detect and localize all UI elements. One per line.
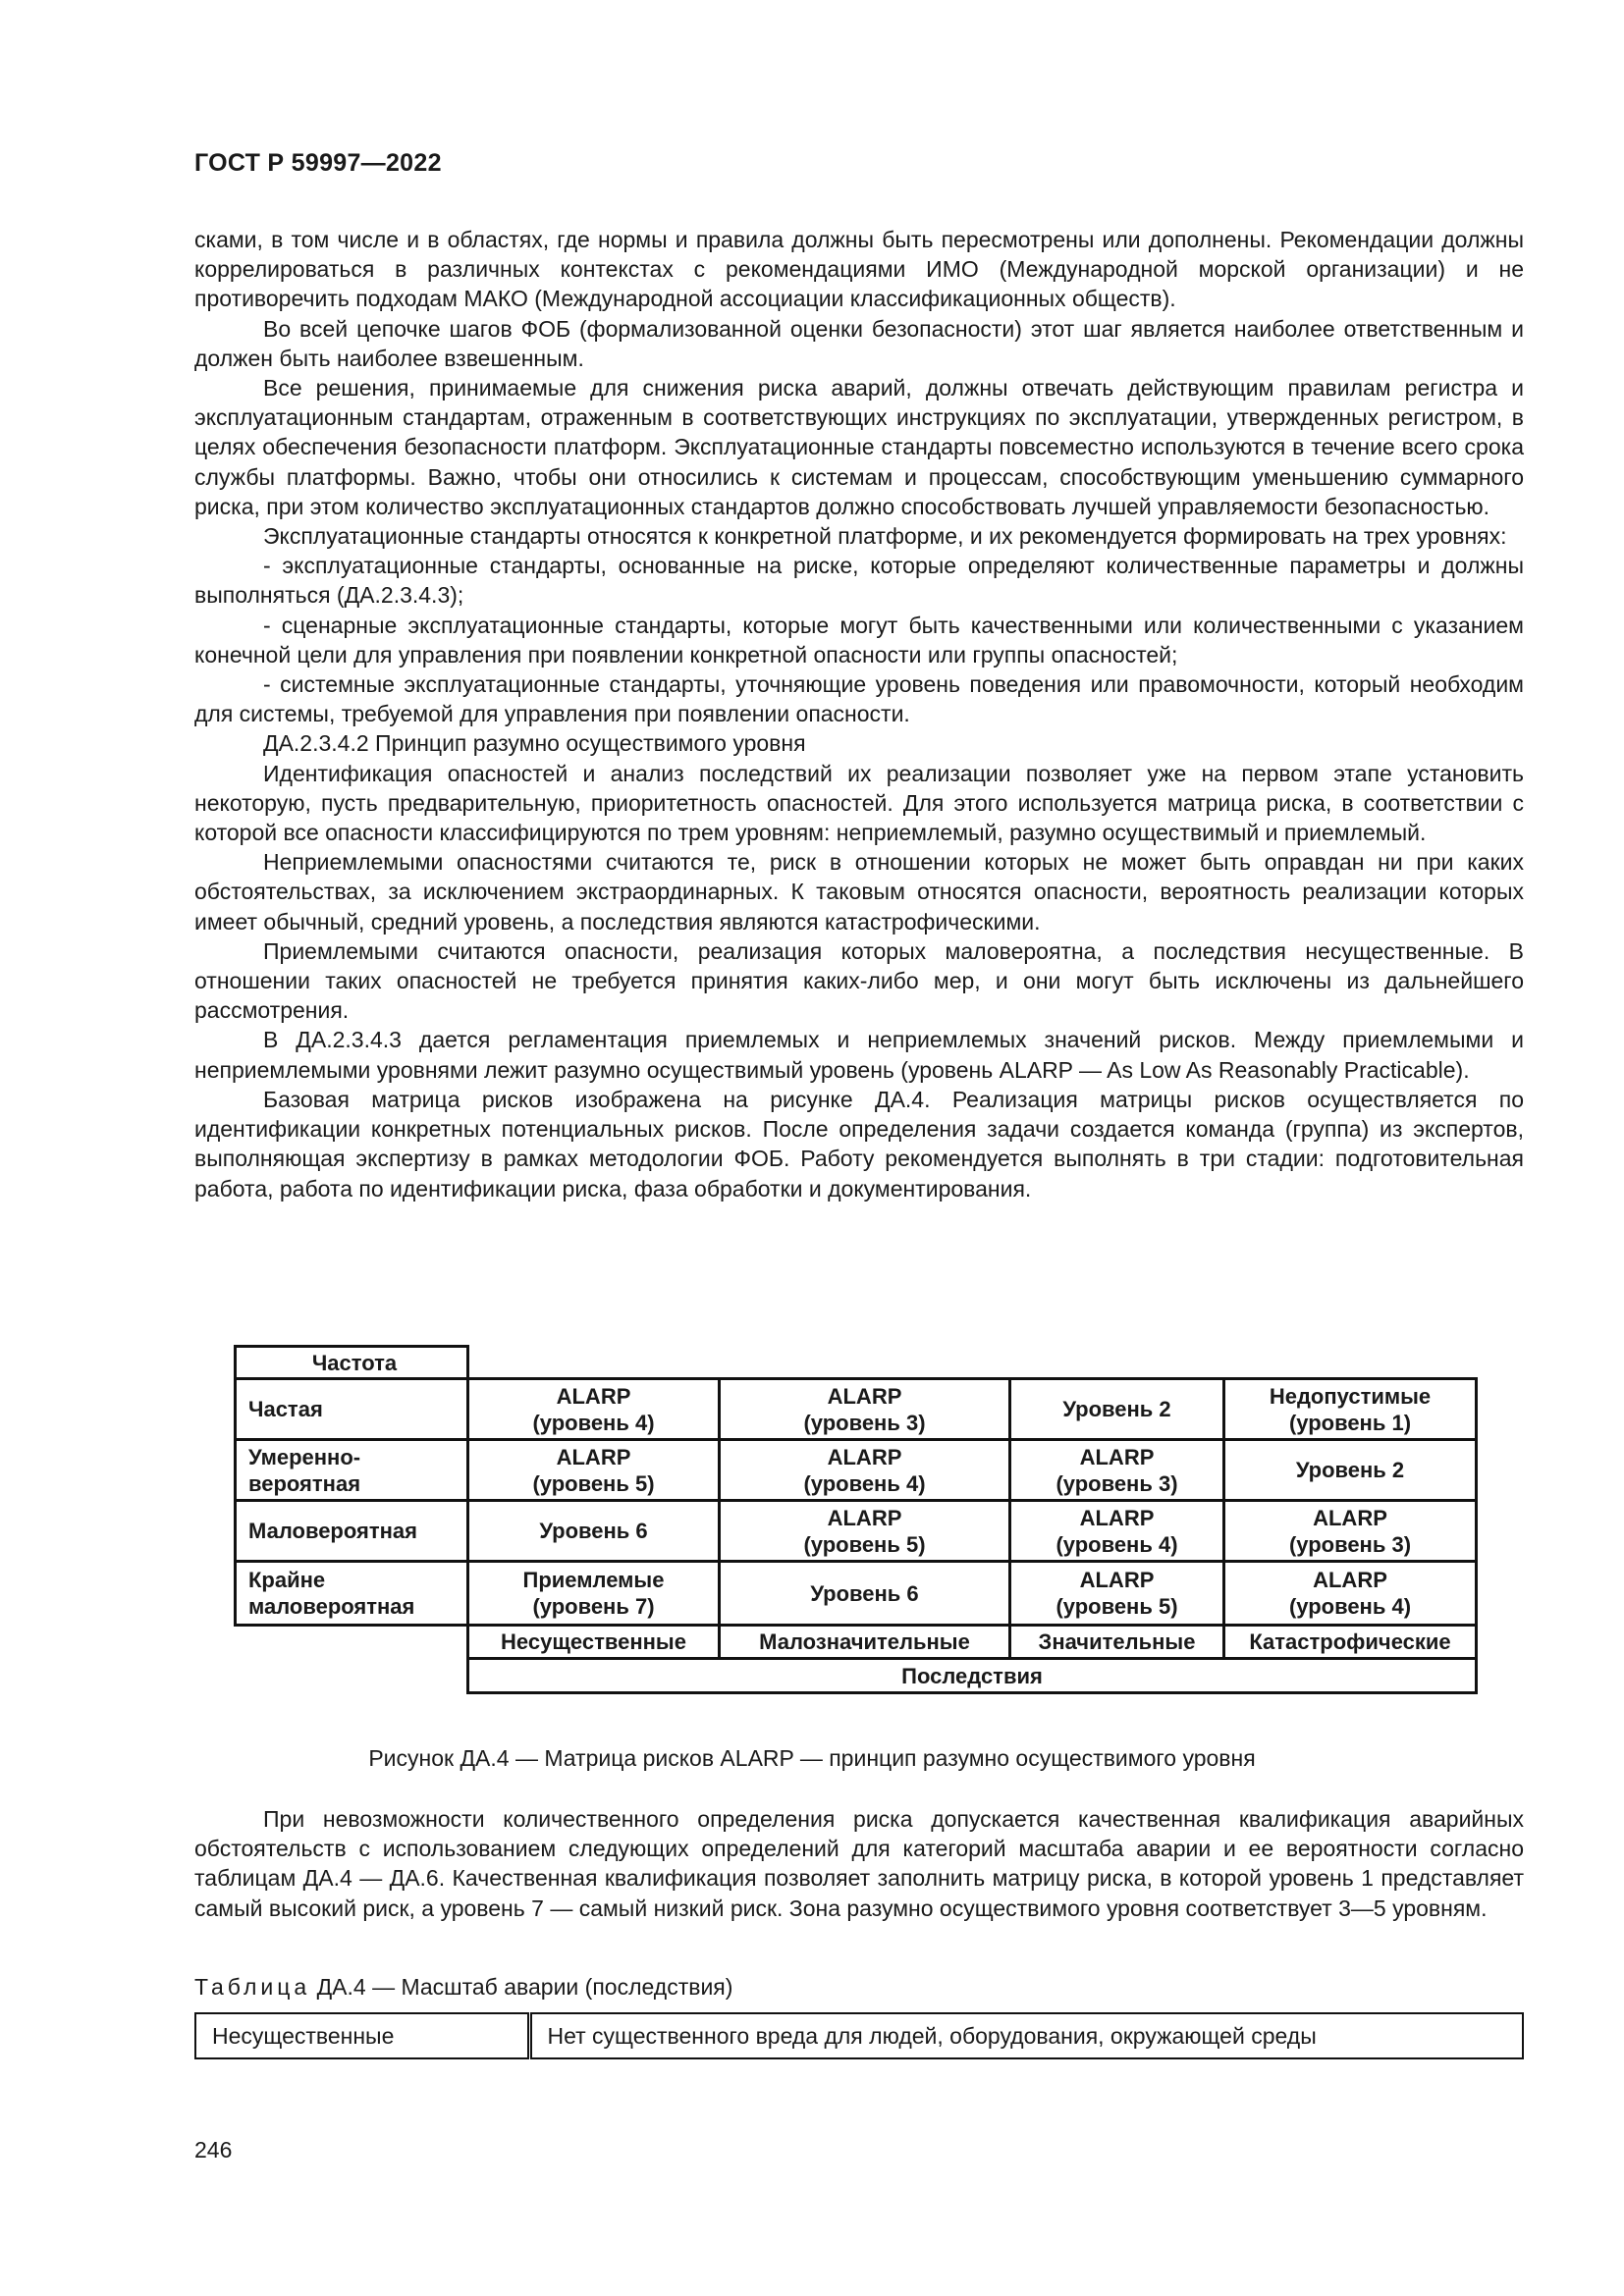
matrix-cell: ALARP (уровень 3) (1010, 1440, 1224, 1501)
paragraph: Приемлемыми считаются опасности, реализация которых маловероятна, а последствия несущественные. В отношении таких опасностей не требуется принятия каких-либо мер, и они могут быть исключены из дальнейшего рассмотрения. (194, 937, 1524, 1024)
matrix-cell: Уровень 6 (468, 1501, 720, 1562)
matrix-cell: Уровень 6 (720, 1562, 1010, 1626)
document-header: ГОСТ Р 59997—2022 (194, 149, 442, 177)
paragraph: При невозможности количественного определения риска допускается качественная квалификация аварийных обстоятельств с использованием следующих определений для категорий масштаба аварии и ее вероятности согласно таблицам ДА.4 — ДА.6. Качественная квалификация позволяет заполнить матрицу риска, в которой уровень 1 представляет самый высокий риск, а уровень 7 — самый низкий риск. Зона разумно осуществимого уровня соответствует 3—5 уровням. (194, 1806, 1524, 1921)
matrix-cell: ALARP (уровень 5) (1010, 1562, 1224, 1626)
paragraph: Все решения, принимаемые для снижения риска аварий, должны отвечать действующим правилам регистра и эксплуатационным стандартам, отраженным в соответствующих инструкциях по эксплуатации, утвержденных регистром, в целях обеспечения безопасности платформ. Эксплуатационные стандарты повсеместно используются в течение всего срока службы платформы. Важно, чтобы они относились к системам и процессам, способствующим уменьшению суммарного риска, при этом количество эксплуатационных стандартов должно способствовать лучшей управляемости безопасностью. (194, 375, 1524, 519)
paragraph: ДА.2.3.4.2 Принцип разумно осуществимого уровня (263, 730, 806, 757)
matrix-cell: ALARP (уровень 3) (1224, 1501, 1477, 1562)
paragraph: - системные эксплуатационные стандарты, уточняющие уровень поведения или правомочности, который необходим для системы, требуемой для управления при появлении опасности. (194, 671, 1524, 727)
matrix-cell: ALARP (уровень 5) (720, 1501, 1010, 1562)
consequences-label: Последствия (468, 1659, 1477, 1693)
matrix-cell: Уровень 2 (1224, 1440, 1477, 1501)
matrix-cell: ALARP (уровень 4) (720, 1440, 1010, 1501)
matrix-cell: ALARP (уровень 4) (1010, 1501, 1224, 1562)
table-row (195, 2013, 1523, 2058)
matrix-cell: ALARP (уровень 3) (720, 1379, 1010, 1440)
matrix-cell: Приемлемые (уровень 7) (468, 1562, 720, 1626)
paragraph: Идентификация опасностей и анализ последствий их реализации позволяет уже на первом этапе установить некоторую, пусть предварительную, приоритетность опасностей. Для этого используется матрица риска, в соответствии с которой все опасности классифицируются по трем уровням: неприемлемый, разумно осуществимый и приемлемый. (194, 760, 1524, 846)
after-figure-text (194, 1804, 1524, 1923)
table-title-text: ДА.4 — Масштаб аварии (последствия) (310, 1974, 733, 2000)
paragraph: Базовая матрица рисков изображена на рисунке ДА.4. Реализация матрицы рисков осуществляется по идентификации конкретных потенциальных рисков. После определения задачи создается команда (группа) из экспертов, выполняющая экспертизу в рамках методологии ФОБ. Работу рекомендуется выполнять в три стадии: подготовительная работа, работа по идентификации риска, фаза обработки и документирования. (194, 1086, 1524, 1201)
matrix-cell: ALARP (уровень 4) (468, 1379, 720, 1440)
severity-label: Значительные (1010, 1626, 1224, 1659)
matrix-cell: ALARP (уровень 4) (1224, 1562, 1477, 1626)
paragraph: сками, в том числе и в областях, где нормы и правила должны быть пересмотрены или дополнены. Рекомендации должны коррелироваться в различных контекстах с рекомендациями ИМО (Международной морской организации) и не противоречить подходам МАКО (Международной ассоциации классификационных обществ). (194, 227, 1524, 312)
paragraph: - сценарные эксплуатационные стандарты, которые могут быть качественными или количественными с указанием конечной цели для управления при появлении конкретной опасности или группы опасностей; (194, 612, 1524, 667)
paragraph: В ДА.2.3.4.3 дается регламентация приемлемых и неприемлемых значений рисков. Между приемлемыми и неприемлемыми уровнями лежит разумно осуществимый уровень (уровень ALARP — As Low As Reasonably Practicable). (194, 1027, 1524, 1083)
severity-label: Несущественные (468, 1626, 720, 1659)
table-cell-description: Нет существенного вреда для людей, оборудования, окружающей среды (529, 2013, 1523, 2058)
severity-label: Малозначительные (720, 1626, 1010, 1659)
frequency-header: Частота (236, 1347, 468, 1379)
paragraph: Неприемлемыми опасностями считаются те, риск в отношении которых не может быть оправдан ни при каких обстоятельствах, за исключением экстраординарных. К таковым относятся опасности, вероятность реализации которых имеет обычный, средний уровень, а последствия являются катастрофическими. (194, 849, 1524, 934)
paragraph: Эксплуатационные стандарты относятся к конкретной платформе, и их рекомендуется формировать на трех уровнях: (263, 523, 1507, 550)
matrix-row-label: Умеренно-вероятная (236, 1440, 468, 1501)
table-title-word: Таблица (194, 1974, 311, 2000)
paragraph: Во всей цепочке шагов ФОБ (формализованной оценки безопасности) этот шаг является наиболее ответственным и должен быть наиболее взвешенным. (194, 315, 1524, 371)
table-cell-category: Несущественные (195, 2013, 529, 2058)
severity-label: Катастрофические (1224, 1626, 1477, 1659)
matrix-row-label: Маловероятная (236, 1501, 468, 1562)
figure-caption: Рисунок ДА.4 — Матрица рисков ALARP — принцип разумно осуществимого уровня (368, 1745, 1256, 1771)
risk-matrix (234, 1345, 1478, 1694)
matrix-row-label: Частая (236, 1379, 468, 1440)
matrix-cell: Уровень 2 (1010, 1379, 1224, 1440)
matrix-cell: ALARP (уровень 5) (468, 1440, 720, 1501)
page-number: 246 (194, 2137, 233, 2163)
table-da4 (194, 2012, 1524, 2059)
body-text (194, 225, 1524, 1203)
matrix-row-label: Крайне маловероятная (236, 1562, 468, 1626)
matrix-cell: Недопустимые (уровень 1) (1224, 1379, 1477, 1440)
table-title (194, 1974, 732, 2001)
paragraph: - эксплуатационные стандарты, основанные на риске, которые определяют количественные параметры и должны выполняться (ДА.2.3.4.3); (194, 553, 1524, 609)
